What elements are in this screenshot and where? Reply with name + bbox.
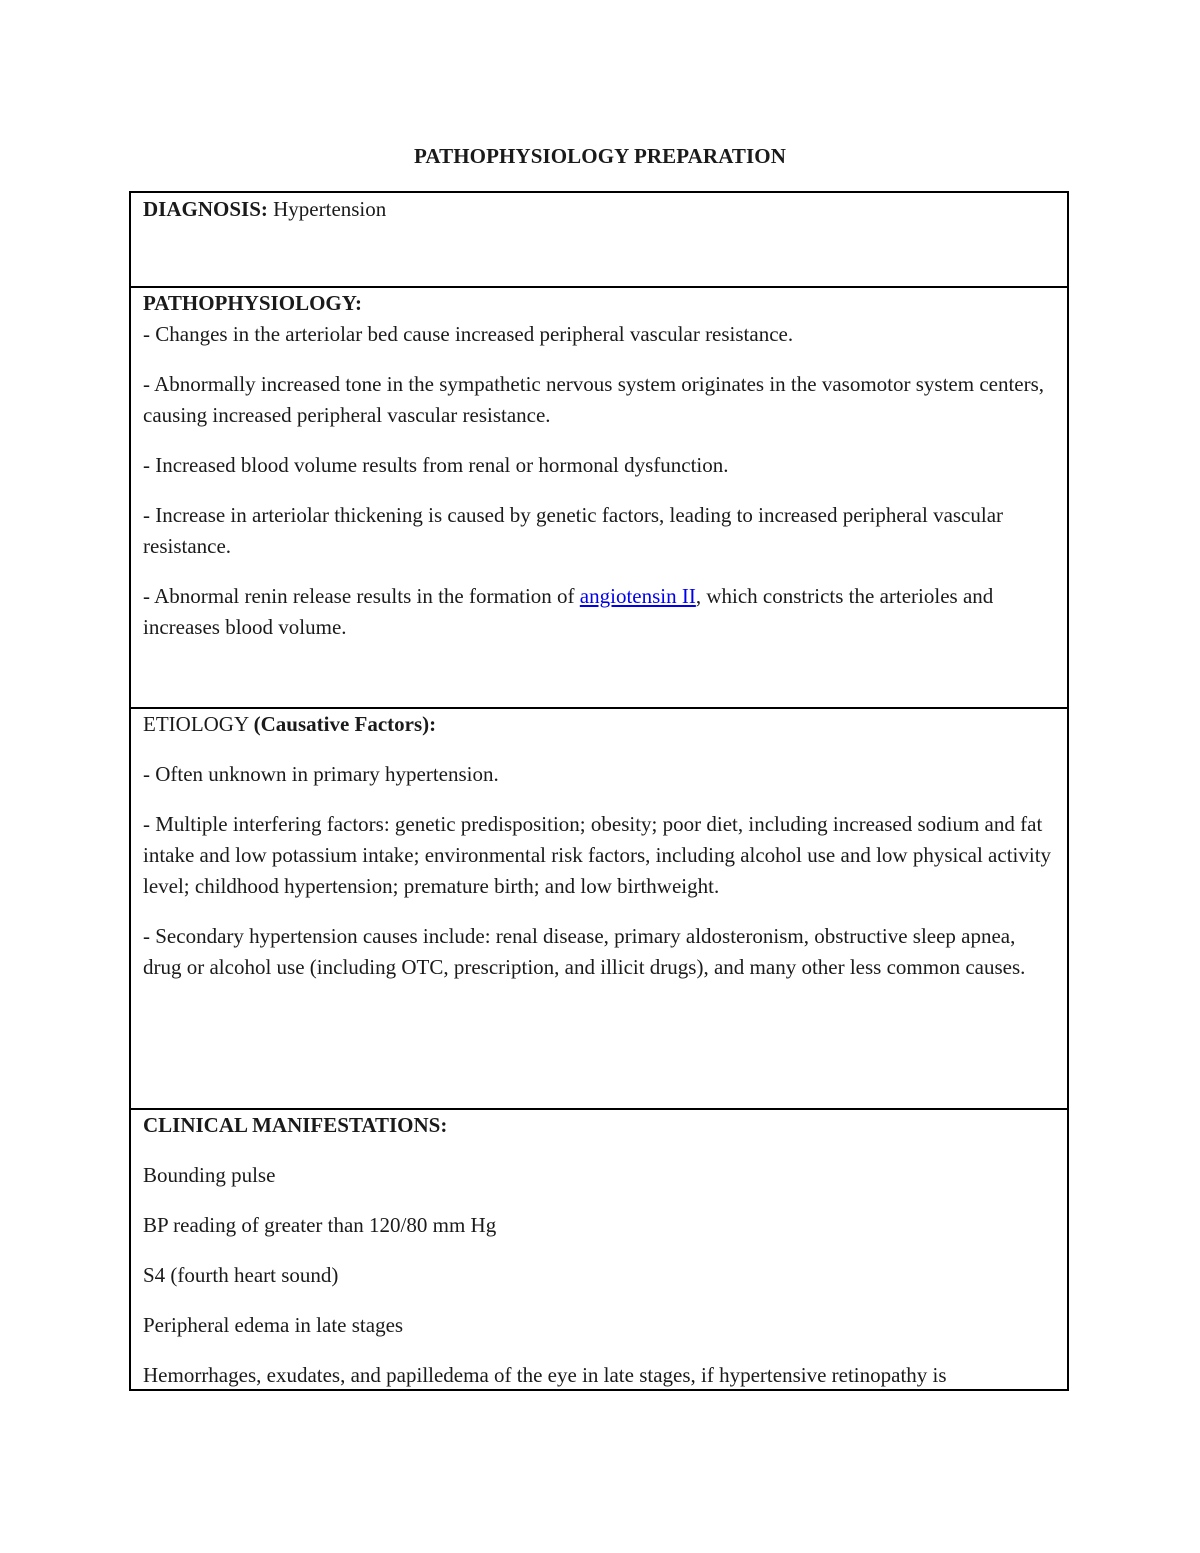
pathophysiology-item: - Increase in arteriolar thickening is caused by genetic factors, leading to increased peripheral vascular resistance.	[143, 503, 1004, 558]
pathophysiology-heading: PATHOPHYSIOLOGY:	[143, 291, 362, 315]
etiology-item: - Multiple interfering factors: genetic predisposition; obesity; poor diet, including increased sodium and fat intake and low potassium intake; environmental risk factors, including alcohol use and low physical activity level; childhood hypertension; premature birth; and low birthweight.	[143, 812, 1052, 898]
etiology-section	[131, 709, 1067, 1110]
pathophysiology-item-renin	[143, 581, 1056, 643]
diagnosis-label: DIAGNOSIS:	[143, 197, 268, 221]
angiotensin-link[interactable]: angiotensin II	[579, 584, 696, 608]
clinical-section	[131, 1110, 1067, 1391]
pathophysiology-item: - Abnormally increased tone in the sympathetic nervous system originates in the vasomotor system centers, causing increased peripheral vascular resistance.	[143, 372, 1045, 427]
etiology-item: - Often unknown in primary hypertension.	[143, 762, 499, 786]
etiology-item: - Secondary hypertension causes include: renal disease, primary aldosteronism, obstructive sleep apnea, drug or alcohol use (including OTC, prescription, and illicit drugs), and many other less common causes.	[143, 924, 1026, 979]
pathophysiology-section	[131, 288, 1067, 709]
clinical-item: S4 (fourth heart sound)	[143, 1263, 339, 1287]
pathophysiology-item: - Increased blood volume results from renal or hormonal dysfunction.	[143, 453, 729, 477]
pathophysiology-item: - Changes in the arteriolar bed cause increased peripheral vascular resistance.	[143, 322, 794, 346]
clinical-item: Bounding pulse	[143, 1163, 276, 1187]
renin-text-before: - Abnormal renin release results in the formation of	[143, 584, 580, 608]
diagnosis-value: Hypertension	[267, 197, 387, 221]
clinical-item: BP reading of greater than 120/80 mm Hg	[143, 1213, 497, 1237]
renin-text-after: , which constricts the arterioles and increases blood volume.	[143, 584, 994, 639]
preparation-table	[129, 191, 1069, 1391]
clinical-heading: CLINICAL MANIFESTATIONS:	[143, 1113, 448, 1137]
page-title: PATHOPHYSIOLOGY PREPARATION	[414, 144, 786, 168]
clinical-item: Peripheral edema in late stages	[143, 1313, 404, 1337]
clinical-item: Hemorrhages, exudates, and papilledema of the eye in late stages, if hypertensive retinopathy is	[143, 1363, 947, 1387]
etiology-heading-bold: (Causative Factors):	[253, 712, 437, 736]
etiology-heading-plain: ETIOLOGY	[143, 712, 254, 736]
etiology-heading	[143, 709, 1056, 740]
diagnosis-section	[131, 193, 1067, 288]
